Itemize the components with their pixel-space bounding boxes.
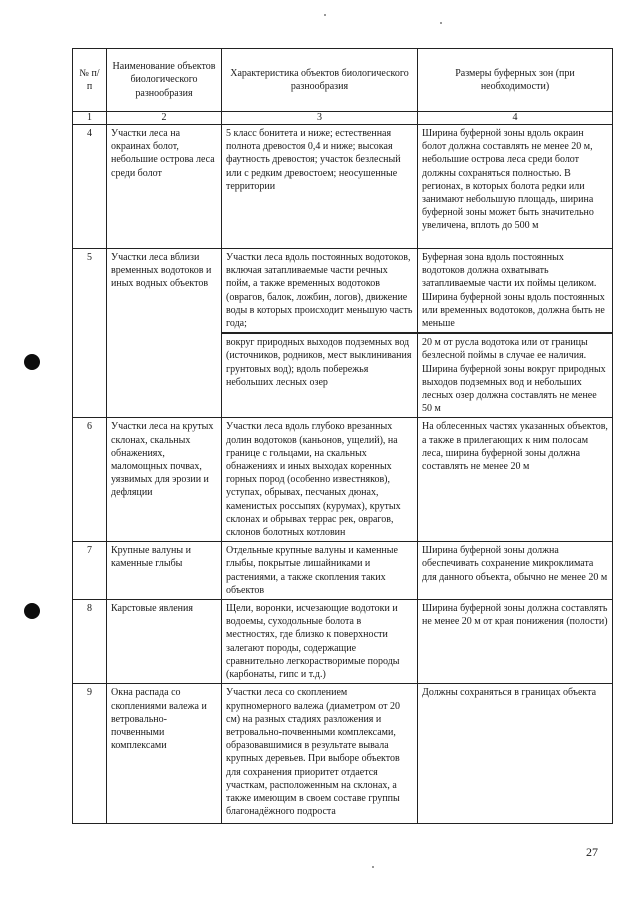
buffer-zone-size: 20 м от русла водотока или от границы безлесной поймы в случае ее наличия. Ширина буферной зоны вокруг природных выходов подземных вод и небольших лесных озер должна составлять не менее 50 м [418,333,613,418]
row-number: 7 [73,542,107,600]
object-characteristic: вокруг природных выходов подземных вод (источников, родников, мест выклинивания грунтовых вод); вдоль побережья небольших лесных озер [222,333,418,418]
row-number: 8 [73,600,107,684]
table-row [73,542,613,600]
buffer-zone-size: Должны сохраняться в границах объекта [418,684,613,824]
biodiversity-table [72,48,613,824]
buffer-zone-size: Ширина буферной зоны должна обеспечивать сохранение микроклимата для данного объекта, обычно не менее 20 м [418,542,613,600]
object-characteristic: Участки леса со скоплением крупномерного валежа (диаметром от 20 см) на разных стадиях разложения и ветровально-почвенными комплексами, образовавшимися в результате вывала крупных деревьев. При выборе объектов для сохранения приоритет отдается участкам, расположенным на склонах, а также имеющим в своем составе группы благонадёжного подроста [222,684,418,824]
row-number: 5 [73,249,107,418]
column-number: 1 [73,112,107,125]
header-object-name: Наименование объектов биологического разнообразия [107,49,222,112]
object-name: Участки леса на окраинах болот, небольшие острова леса среди болот [107,125,222,249]
column-number: 4 [418,112,613,125]
scan-speck [440,22,442,24]
row-number: 6 [73,418,107,542]
object-characteristic: Щели, воронки, исчезающие водотоки и водоемы, суходольные болота в местностях, где близко к поверхности залегают породы, содержащие сравнительно легкорастворимые породы (карбонаты, гипс и т.д.) [222,600,418,684]
header-object-characteristic: Характеристика объектов биологического разнообразия [222,49,418,112]
table-row [73,600,613,684]
page-number: 27 [586,845,598,859]
object-name: Окна распада со скоплениями валежа и ветровально-почвенными комплексами [107,684,222,824]
punch-hole-bottom [24,603,40,619]
object-name: Участки леса вблизи временных водотоков и иных водных объектов [107,249,222,418]
punch-hole-top [24,354,40,370]
scan-speck [372,866,374,868]
buffer-zone-size: Ширина буферной зоны должна составлять не менее 20 м от края понижения (полости) [418,600,613,684]
object-name: Участки леса на крутых склонах, скальных обнажениях, маломощных почвах, уязвимых для эрозии и дефляции [107,418,222,542]
buffer-zone-size: На облесенных частях указанных объектов, а также в прилегающих к ним полосам леса, ширина буферной зоны должна составлять не менее 20 м [418,418,613,542]
table-header-row [73,49,613,112]
scan-speck [324,14,326,16]
column-number: 3 [222,112,418,125]
header-number: № п/п [73,49,107,112]
row-number: 4 [73,125,107,249]
row-number: 9 [73,684,107,824]
object-characteristic: 5 класс бонитета и ниже; естественная полнота древостоя 0,4 и ниже; высокая фаутность древостоя; участок безлесный или с редким древостоем; неосушенные территории [222,125,418,249]
column-number-row [73,112,613,125]
table-row [73,249,613,334]
table-row [73,684,613,824]
table-row [73,418,613,542]
header-buffer-size: Размеры буферных зон (при необходимости) [418,49,613,112]
object-name: Карстовые явления [107,600,222,684]
document-sheet [72,48,612,824]
object-characteristic: Участки леса вдоль глубоко врезанных долин водотоков (каньонов, ущелий), на границе с гольцами, на скальных обнажениях и иных выходах коренных горных пород (особенно известняков), уступах, обрывах, песчаных дюнах, каменистых россыпях (курумах), крутых склонах и обрывах террас рек, оврагов, склонов болотных котловин [222,418,418,542]
column-number: 2 [107,112,222,125]
object-name: Крупные валуны и каменные глыбы [107,542,222,600]
object-characteristic: Участки леса вдоль постоянных водотоков, включая затапливаемые части речных пойм, а также временных водотоков (оврагов, балок, ложбин, логов), движение воды в которых происходит меньшую часть года; [222,249,418,334]
object-characteristic: Отдельные крупные валуны и каменные глыбы, покрытые лишайниками и растениями, а также скопления таких объектов [222,542,418,600]
buffer-zone-size: Буферная зона вдоль постоянных водотоков должна охватывать затапливаемые части их поймы целиком. Ширина буферной зоны вдоль постоянных или временных водотоков, должна быть не меньше [418,249,613,334]
table-row [73,125,613,249]
buffer-zone-size: Ширина буферной зоны вдоль окраин болот должна составлять не менее 20 м, небольшие острова леса среди болот должны сохраняться полностью. В регионах, в которых болота редки или занимают небольшую площадь, ширина буферной зоны может быть значительно увеличена, вплоть до 500 м [418,125,613,249]
